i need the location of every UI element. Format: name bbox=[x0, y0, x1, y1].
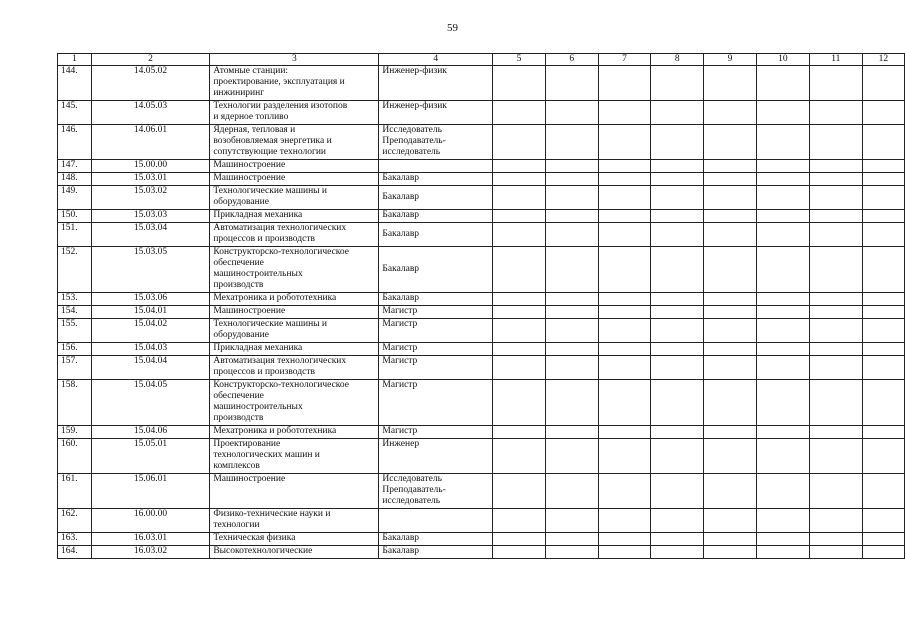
empty-cell bbox=[809, 509, 862, 533]
empty-cell bbox=[862, 546, 904, 559]
empty-cell bbox=[598, 474, 651, 509]
empty-cell bbox=[704, 66, 757, 101]
qualification: Инженер-физик bbox=[379, 101, 493, 125]
specialty-name: Техническая физика bbox=[210, 533, 379, 546]
specialty-code: 15.03.05 bbox=[91, 247, 210, 293]
empty-cell bbox=[545, 160, 598, 173]
empty-cell bbox=[651, 101, 704, 125]
specialty-code: 14.05.03 bbox=[91, 101, 210, 125]
empty-cell bbox=[704, 546, 757, 559]
empty-cell bbox=[704, 319, 757, 343]
empty-cell bbox=[651, 546, 704, 559]
row-number: 144. bbox=[58, 66, 92, 101]
specialty-name: Атомные станции: проектирование, эксплуатация и инжиниринг bbox=[210, 66, 379, 101]
empty-cell bbox=[704, 343, 757, 356]
empty-cell bbox=[545, 101, 598, 125]
empty-cell bbox=[545, 509, 598, 533]
empty-cell bbox=[651, 125, 704, 160]
column-header: 11 bbox=[809, 54, 862, 66]
empty-cell bbox=[598, 101, 651, 125]
empty-cell bbox=[545, 293, 598, 306]
empty-cell bbox=[809, 356, 862, 380]
row-number: 164. bbox=[58, 546, 92, 559]
qualification: Магистр bbox=[379, 380, 493, 426]
empty-cell bbox=[756, 426, 809, 439]
table-row bbox=[58, 247, 905, 293]
specialty-name: Машиностроение bbox=[210, 306, 379, 319]
qualification: Бакалавр bbox=[379, 223, 493, 247]
table-row bbox=[58, 125, 905, 160]
empty-cell bbox=[493, 380, 546, 426]
specialty-name: Мехатроника и робототехника bbox=[210, 426, 379, 439]
specialty-name: Машиностроение bbox=[210, 160, 379, 173]
table-row bbox=[58, 474, 905, 509]
empty-cell bbox=[545, 474, 598, 509]
empty-cell bbox=[704, 223, 757, 247]
page-number: 59 bbox=[447, 22, 458, 34]
empty-cell bbox=[756, 380, 809, 426]
empty-cell bbox=[651, 474, 704, 509]
empty-cell bbox=[545, 343, 598, 356]
empty-cell bbox=[651, 380, 704, 426]
table-row bbox=[58, 533, 905, 546]
empty-cell bbox=[809, 380, 862, 426]
empty-cell bbox=[704, 160, 757, 173]
empty-cell bbox=[809, 546, 862, 559]
empty-cell bbox=[651, 509, 704, 533]
empty-cell bbox=[704, 380, 757, 426]
empty-cell bbox=[598, 247, 651, 293]
specialty-code: 15.04.06 bbox=[91, 426, 210, 439]
empty-cell bbox=[809, 319, 862, 343]
table-row bbox=[58, 426, 905, 439]
column-header: 12 bbox=[862, 54, 904, 66]
empty-cell bbox=[862, 125, 904, 160]
qualification: Бакалавр bbox=[379, 293, 493, 306]
specialty-code: 15.04.04 bbox=[91, 356, 210, 380]
empty-cell bbox=[493, 293, 546, 306]
empty-cell bbox=[598, 546, 651, 559]
specialty-name: Проектирование технологических машин и комплексов bbox=[210, 439, 379, 474]
empty-cell bbox=[809, 293, 862, 306]
empty-cell bbox=[651, 343, 704, 356]
empty-cell bbox=[651, 173, 704, 186]
empty-cell bbox=[809, 160, 862, 173]
empty-cell bbox=[862, 223, 904, 247]
empty-cell bbox=[756, 439, 809, 474]
empty-cell bbox=[862, 533, 904, 546]
column-header: 5 bbox=[493, 54, 546, 66]
empty-cell bbox=[493, 160, 546, 173]
row-number: 146. bbox=[58, 125, 92, 160]
empty-cell bbox=[545, 186, 598, 210]
empty-cell bbox=[493, 509, 546, 533]
empty-cell bbox=[704, 186, 757, 210]
empty-cell bbox=[493, 223, 546, 247]
table-row bbox=[58, 101, 905, 125]
specialty-name: Конструкторско-технологическое обеспечение машиностроительных производств bbox=[210, 247, 379, 293]
empty-cell bbox=[545, 223, 598, 247]
empty-cell bbox=[651, 210, 704, 223]
empty-cell bbox=[756, 101, 809, 125]
specialty-code: 16.03.02 bbox=[91, 546, 210, 559]
empty-cell bbox=[809, 66, 862, 101]
row-number: 150. bbox=[58, 210, 92, 223]
empty-cell bbox=[704, 509, 757, 533]
empty-cell bbox=[756, 293, 809, 306]
empty-cell bbox=[862, 293, 904, 306]
table-row bbox=[58, 343, 905, 356]
row-number: 152. bbox=[58, 247, 92, 293]
row-number: 147. bbox=[58, 160, 92, 173]
empty-cell bbox=[651, 319, 704, 343]
empty-cell bbox=[809, 439, 862, 474]
empty-cell bbox=[545, 306, 598, 319]
specialty-name: Конструкторско-технологическое обеспечение машиностроительных производств bbox=[210, 380, 379, 426]
empty-cell bbox=[704, 356, 757, 380]
empty-cell bbox=[598, 173, 651, 186]
empty-cell bbox=[704, 210, 757, 223]
table-row bbox=[58, 546, 905, 559]
empty-cell bbox=[862, 247, 904, 293]
empty-cell bbox=[545, 533, 598, 546]
empty-cell bbox=[704, 474, 757, 509]
empty-cell bbox=[493, 186, 546, 210]
qualification: Бакалавр bbox=[379, 247, 493, 293]
specialty-name: Прикладная механика bbox=[210, 343, 379, 356]
qualification: Инженер-физик bbox=[379, 66, 493, 101]
column-header: 9 bbox=[704, 54, 757, 66]
empty-cell bbox=[545, 426, 598, 439]
empty-cell bbox=[598, 125, 651, 160]
row-number: 148. bbox=[58, 173, 92, 186]
empty-cell bbox=[598, 426, 651, 439]
specialty-name: Машиностроение bbox=[210, 474, 379, 509]
empty-cell bbox=[756, 125, 809, 160]
empty-cell bbox=[598, 293, 651, 306]
empty-cell bbox=[756, 66, 809, 101]
empty-cell bbox=[493, 474, 546, 509]
table-row bbox=[58, 173, 905, 186]
empty-cell bbox=[704, 125, 757, 160]
specialty-code: 15.04.03 bbox=[91, 343, 210, 356]
row-number: 161. bbox=[58, 474, 92, 509]
qualification: Бакалавр bbox=[379, 210, 493, 223]
empty-cell bbox=[756, 160, 809, 173]
empty-cell bbox=[493, 319, 546, 343]
empty-cell bbox=[862, 101, 904, 125]
empty-cell bbox=[862, 210, 904, 223]
specialty-name: Ядерная, тепловая и возобновляемая энергетика и сопутствующие технологии bbox=[210, 125, 379, 160]
empty-cell bbox=[598, 439, 651, 474]
empty-cell bbox=[598, 186, 651, 210]
empty-cell bbox=[862, 474, 904, 509]
empty-cell bbox=[545, 247, 598, 293]
empty-cell bbox=[704, 426, 757, 439]
specialty-code: 15.04.01 bbox=[91, 306, 210, 319]
specialty-name: Машиностроение bbox=[210, 173, 379, 186]
specialty-code: 15.03.04 bbox=[91, 223, 210, 247]
empty-cell bbox=[862, 509, 904, 533]
empty-cell bbox=[756, 319, 809, 343]
specialty-code: 15.04.05 bbox=[91, 380, 210, 426]
table-body bbox=[58, 66, 905, 559]
empty-cell bbox=[704, 293, 757, 306]
empty-cell bbox=[756, 533, 809, 546]
column-header: 6 bbox=[545, 54, 598, 66]
table-row bbox=[58, 380, 905, 426]
empty-cell bbox=[598, 160, 651, 173]
column-header: 7 bbox=[598, 54, 651, 66]
empty-cell bbox=[704, 247, 757, 293]
row-number: 160. bbox=[58, 439, 92, 474]
specialty-name: Технологические машины и оборудование bbox=[210, 319, 379, 343]
empty-cell bbox=[493, 546, 546, 559]
empty-cell bbox=[493, 210, 546, 223]
empty-cell bbox=[862, 173, 904, 186]
empty-cell bbox=[493, 101, 546, 125]
empty-cell bbox=[809, 173, 862, 186]
empty-cell bbox=[598, 66, 651, 101]
empty-cell bbox=[809, 210, 862, 223]
empty-cell bbox=[651, 306, 704, 319]
empty-cell bbox=[651, 533, 704, 546]
empty-cell bbox=[493, 533, 546, 546]
row-number: 155. bbox=[58, 319, 92, 343]
empty-cell bbox=[809, 306, 862, 319]
empty-cell bbox=[809, 533, 862, 546]
row-number: 156. bbox=[58, 343, 92, 356]
row-number: 162. bbox=[58, 509, 92, 533]
qualification: Исследователь Преподаватель- исследователь bbox=[379, 474, 493, 509]
table-row bbox=[58, 223, 905, 247]
empty-cell bbox=[493, 125, 546, 160]
empty-cell bbox=[651, 426, 704, 439]
row-number: 145. bbox=[58, 101, 92, 125]
row-number: 154. bbox=[58, 306, 92, 319]
empty-cell bbox=[545, 319, 598, 343]
empty-cell bbox=[756, 306, 809, 319]
row-number: 158. bbox=[58, 380, 92, 426]
empty-cell bbox=[651, 160, 704, 173]
empty-cell bbox=[862, 186, 904, 210]
empty-cell bbox=[493, 426, 546, 439]
row-number: 163. bbox=[58, 533, 92, 546]
qualification bbox=[379, 160, 493, 173]
qualification: Бакалавр bbox=[379, 173, 493, 186]
empty-cell bbox=[862, 160, 904, 173]
empty-cell bbox=[809, 125, 862, 160]
empty-cell bbox=[704, 173, 757, 186]
column-header: 4 bbox=[379, 54, 493, 66]
empty-cell bbox=[809, 474, 862, 509]
header-row bbox=[58, 54, 905, 66]
empty-cell bbox=[862, 66, 904, 101]
table-row bbox=[58, 66, 905, 101]
empty-cell bbox=[862, 439, 904, 474]
column-header: 3 bbox=[210, 54, 379, 66]
empty-cell bbox=[756, 356, 809, 380]
empty-cell bbox=[651, 439, 704, 474]
qualification: Исследователь Преподаватель- исследователь bbox=[379, 125, 493, 160]
empty-cell bbox=[704, 439, 757, 474]
empty-cell bbox=[862, 380, 904, 426]
qualification: Магистр bbox=[379, 319, 493, 343]
empty-cell bbox=[756, 210, 809, 223]
table-row bbox=[58, 439, 905, 474]
column-header: 1 bbox=[58, 54, 92, 66]
empty-cell bbox=[862, 319, 904, 343]
specialty-code: 14.05.02 bbox=[91, 66, 210, 101]
empty-cell bbox=[862, 426, 904, 439]
specialty-name: Автоматизация технологических процессов и производств bbox=[210, 223, 379, 247]
specialty-code: 15.00.00 bbox=[91, 160, 210, 173]
empty-cell bbox=[756, 223, 809, 247]
empty-cell bbox=[809, 247, 862, 293]
table-row bbox=[58, 319, 905, 343]
specialty-code: 15.03.01 bbox=[91, 173, 210, 186]
qualification: Магистр bbox=[379, 306, 493, 319]
specialty-name: Высокотехнологические bbox=[210, 546, 379, 559]
qualification: Инженер bbox=[379, 439, 493, 474]
empty-cell bbox=[598, 509, 651, 533]
specialty-name: Прикладная механика bbox=[210, 210, 379, 223]
empty-cell bbox=[493, 306, 546, 319]
empty-cell bbox=[862, 306, 904, 319]
empty-cell bbox=[756, 173, 809, 186]
row-number: 149. bbox=[58, 186, 92, 210]
column-header: 2 bbox=[91, 54, 210, 66]
empty-cell bbox=[493, 439, 546, 474]
empty-cell bbox=[598, 210, 651, 223]
empty-cell bbox=[651, 247, 704, 293]
specialty-code: 16.00.00 bbox=[91, 509, 210, 533]
empty-cell bbox=[493, 173, 546, 186]
specialties-table bbox=[57, 53, 905, 559]
empty-cell bbox=[651, 293, 704, 306]
specialty-code: 14.06.01 bbox=[91, 125, 210, 160]
empty-cell bbox=[651, 223, 704, 247]
table-row bbox=[58, 306, 905, 319]
empty-cell bbox=[862, 356, 904, 380]
table-row bbox=[58, 356, 905, 380]
qualification: Бакалавр bbox=[379, 546, 493, 559]
qualification: Бакалавр bbox=[379, 533, 493, 546]
empty-cell bbox=[704, 533, 757, 546]
table-row bbox=[58, 186, 905, 210]
empty-cell bbox=[598, 306, 651, 319]
qualification: Магистр bbox=[379, 343, 493, 356]
specialty-code: 15.06.01 bbox=[91, 474, 210, 509]
empty-cell bbox=[598, 356, 651, 380]
empty-cell bbox=[493, 66, 546, 101]
specialty-code: 15.03.02 bbox=[91, 186, 210, 210]
empty-cell bbox=[598, 319, 651, 343]
specialty-name: Мехатроника и робототехника bbox=[210, 293, 379, 306]
empty-cell bbox=[493, 343, 546, 356]
empty-cell bbox=[651, 356, 704, 380]
empty-cell bbox=[545, 173, 598, 186]
empty-cell bbox=[598, 380, 651, 426]
row-number: 157. bbox=[58, 356, 92, 380]
empty-cell bbox=[809, 343, 862, 356]
column-header: 10 bbox=[756, 54, 809, 66]
empty-cell bbox=[598, 533, 651, 546]
column-header: 8 bbox=[651, 54, 704, 66]
empty-cell bbox=[809, 101, 862, 125]
table-row bbox=[58, 509, 905, 533]
qualification: Бакалавр bbox=[379, 186, 493, 210]
empty-cell bbox=[545, 66, 598, 101]
empty-cell bbox=[545, 125, 598, 160]
specialty-name: Технологические машины и оборудование bbox=[210, 186, 379, 210]
empty-cell bbox=[756, 546, 809, 559]
empty-cell bbox=[704, 306, 757, 319]
empty-cell bbox=[809, 223, 862, 247]
qualification: Магистр bbox=[379, 426, 493, 439]
qualification bbox=[379, 509, 493, 533]
row-number: 151. bbox=[58, 223, 92, 247]
specialty-name: Физико-технические науки и технологии bbox=[210, 509, 379, 533]
empty-cell bbox=[756, 247, 809, 293]
empty-cell bbox=[598, 343, 651, 356]
qualification: Магистр bbox=[379, 356, 493, 380]
empty-cell bbox=[756, 474, 809, 509]
table-row bbox=[58, 293, 905, 306]
empty-cell bbox=[545, 546, 598, 559]
empty-cell bbox=[545, 210, 598, 223]
empty-cell bbox=[493, 247, 546, 293]
empty-cell bbox=[756, 343, 809, 356]
specialty-code: 15.05.01 bbox=[91, 439, 210, 474]
empty-cell bbox=[809, 426, 862, 439]
row-number: 153. bbox=[58, 293, 92, 306]
empty-cell bbox=[862, 343, 904, 356]
empty-cell bbox=[651, 66, 704, 101]
table-row bbox=[58, 210, 905, 223]
empty-cell bbox=[809, 186, 862, 210]
specialty-code: 16.03.01 bbox=[91, 533, 210, 546]
specialty-name: Автоматизация технологических процессов и производств bbox=[210, 356, 379, 380]
empty-cell bbox=[598, 223, 651, 247]
specialty-code: 15.04.02 bbox=[91, 319, 210, 343]
empty-cell bbox=[493, 356, 546, 380]
empty-cell bbox=[545, 380, 598, 426]
empty-cell bbox=[651, 186, 704, 210]
empty-cell bbox=[756, 186, 809, 210]
specialty-code: 15.03.06 bbox=[91, 293, 210, 306]
empty-cell bbox=[545, 356, 598, 380]
empty-cell bbox=[545, 439, 598, 474]
specialty-name: Технологии разделения изотопов и ядерное топливо bbox=[210, 101, 379, 125]
row-number: 159. bbox=[58, 426, 92, 439]
table-row bbox=[58, 160, 905, 173]
specialty-code: 15.03.03 bbox=[91, 210, 210, 223]
empty-cell bbox=[704, 101, 757, 125]
empty-cell bbox=[756, 509, 809, 533]
